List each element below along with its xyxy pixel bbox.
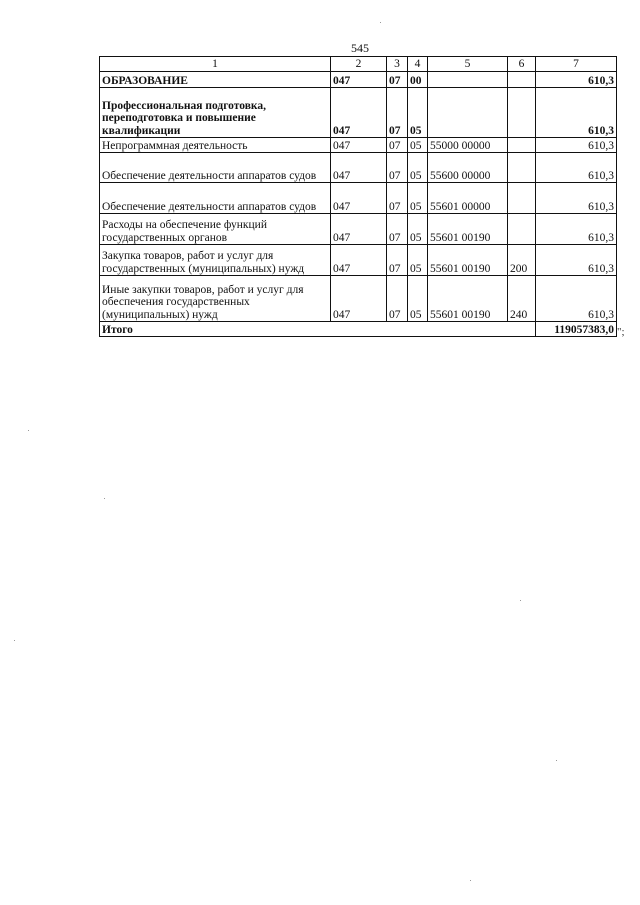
row-name: Расходы на обеспечение функций государственных органов: [100, 214, 331, 245]
row-col-5: [428, 88, 508, 138]
header-row: [100, 57, 617, 72]
row-col-5: 55601 00000: [428, 183, 508, 214]
row-col-4: 05: [408, 276, 428, 322]
table-row: [100, 138, 617, 153]
row-col-2: 047: [331, 138, 387, 153]
table-row: [100, 214, 617, 245]
row-col-5: [428, 72, 508, 88]
row-col-2: 047: [331, 72, 387, 88]
row-col-3: 07: [387, 153, 408, 183]
row-col-6: [508, 214, 536, 245]
row-col-3: 07: [387, 214, 408, 245]
row-col-3: 07: [387, 276, 408, 322]
row-name: Обеспечение деятельности аппаратов судов: [100, 183, 331, 214]
row-col-4: 05: [408, 214, 428, 245]
row-col-4: 05: [408, 153, 428, 183]
table-row: [100, 183, 617, 214]
row-col-3: 07: [387, 88, 408, 138]
scan-speck: [470, 880, 471, 881]
row-col-7: 610,3: [536, 72, 617, 88]
row-col-3: 07: [387, 245, 408, 276]
row-col-7: 610,3: [536, 276, 617, 322]
scan-speck: [104, 498, 105, 499]
row-col-2: 047: [331, 245, 387, 276]
row-col-4: 05: [408, 138, 428, 153]
row-col-3: 07: [387, 183, 408, 214]
row-name: Иные закупки товаров, работ и услуг для обеспечения государственных (муниципальных) нужд: [100, 276, 331, 322]
row-col-3: 07: [387, 138, 408, 153]
scan-speck: [380, 22, 381, 23]
header-col-7: 7: [536, 57, 617, 72]
row-col-5: 55601 00190: [428, 245, 508, 276]
header-col-4: 4: [408, 57, 428, 72]
row-col-4: 05: [408, 88, 428, 138]
row-col-6: [508, 72, 536, 88]
header-col-3: 3: [387, 57, 408, 72]
row-col-2: 047: [331, 276, 387, 322]
row-col-2: 047: [331, 214, 387, 245]
table-row: [100, 153, 617, 183]
scan-speck: [14, 640, 15, 641]
row-name: Обеспечение деятельности аппаратов судов: [100, 153, 331, 183]
scan-speck: [520, 600, 521, 601]
row-col-6: [508, 88, 536, 138]
table-row: [100, 245, 617, 276]
header-col-6: 6: [508, 57, 536, 72]
row-col-2: 047: [331, 183, 387, 214]
row-col-2: 047: [331, 153, 387, 183]
row-col-4: 05: [408, 245, 428, 276]
row-col-5: 55601 00190: [428, 214, 508, 245]
row-name: ОБРАЗОВАНИЕ: [100, 72, 331, 88]
row-col-5: 55601 00190: [428, 276, 508, 322]
row-col-6: 240: [508, 276, 536, 322]
row-col-6: [508, 138, 536, 153]
scan-speck: [556, 760, 557, 761]
row-col-7: 610,3: [536, 153, 617, 183]
total-label: Итого: [100, 322, 536, 337]
row-col-6: [508, 183, 536, 214]
closing-quote-mark: ";: [617, 326, 625, 338]
total-row: [100, 322, 617, 337]
row-col-4: 00: [408, 72, 428, 88]
row-col-2: 047: [331, 88, 387, 138]
row-col-5: 55600 00000: [428, 153, 508, 183]
row-col-6: 200: [508, 245, 536, 276]
row-col-5: 55000 00000: [428, 138, 508, 153]
row-name: Непрограммная деятельность: [100, 138, 331, 153]
header-col-2: 2: [331, 57, 387, 72]
row-name: Закупка товаров, работ и услуг для государственных (муниципальных) нужд: [100, 245, 331, 276]
header-col-1: 1: [100, 57, 331, 72]
row-col-7: 610,3: [536, 245, 617, 276]
page-number: 545: [351, 41, 369, 55]
row-col-7: 610,3: [536, 214, 617, 245]
row-name: Профессиональная подготовка, переподготовка и повышение квалификации: [100, 88, 331, 138]
row-col-6: [508, 153, 536, 183]
header-col-5: 5: [428, 57, 508, 72]
table-row: [100, 72, 617, 88]
budget-table: [99, 56, 617, 337]
row-col-3: 07: [387, 72, 408, 88]
table-row: [100, 88, 617, 138]
row-col-7: 610,3: [536, 183, 617, 214]
total-value: 119057383,0: [536, 322, 617, 337]
row-col-7: 610,3: [536, 138, 617, 153]
scan-speck: [28, 430, 29, 431]
table-row: [100, 276, 617, 322]
row-col-4: 05: [408, 183, 428, 214]
row-col-7: 610,3: [536, 88, 617, 138]
